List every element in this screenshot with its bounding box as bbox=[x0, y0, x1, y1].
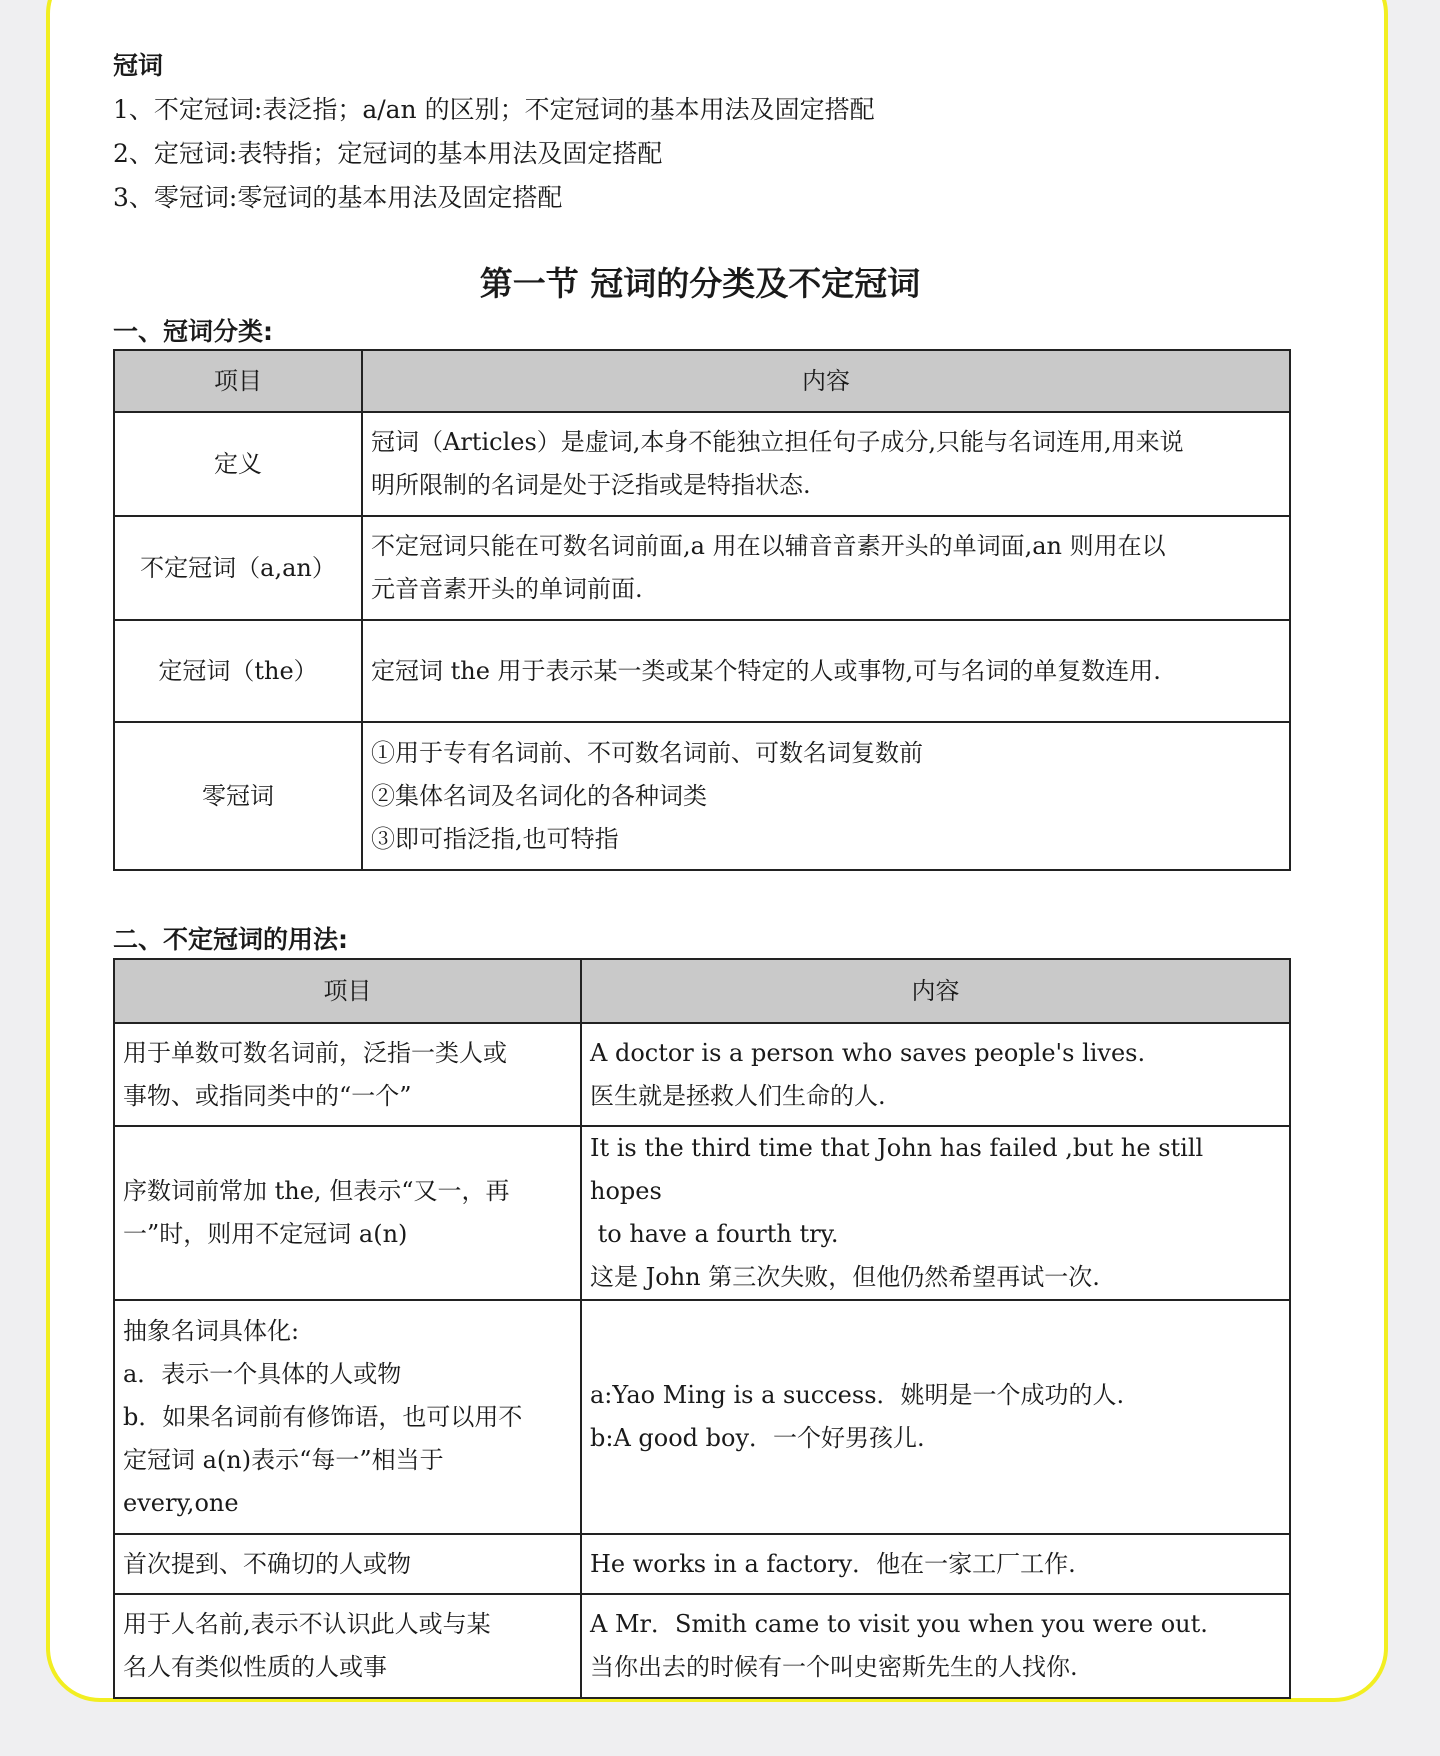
content-line: It is the third time that John has failed ,but he still hopes bbox=[590, 1134, 1204, 1205]
classification-table bbox=[113, 349, 1291, 871]
table-row bbox=[114, 722, 1290, 870]
table-row bbox=[114, 620, 1290, 722]
item-cell bbox=[114, 1023, 581, 1126]
content-line: 明所限制的名词是处于泛指或是特指状态. bbox=[371, 471, 811, 499]
column-header: 项目 bbox=[114, 350, 362, 412]
item-cell: 定冠词（the） bbox=[114, 620, 362, 722]
column-header: 内容 bbox=[362, 350, 1290, 412]
content-cell bbox=[362, 516, 1290, 620]
item-line: every,one bbox=[123, 1488, 239, 1517]
table-row bbox=[114, 1594, 1290, 1698]
content-line: to have a fourth try. bbox=[590, 1220, 839, 1248]
item-line: 首次提到、不确切的人或物 bbox=[123, 1549, 411, 1578]
content-line: A Mr．Smith came to visit you when you were out. bbox=[590, 1610, 1208, 1638]
table-row bbox=[114, 1300, 1290, 1534]
item-line: 事物、或指同类中的“一个” bbox=[123, 1081, 412, 1110]
item-cell bbox=[114, 1300, 581, 1534]
part1-heading: 一、冠词分类: bbox=[113, 317, 273, 346]
item-line: 用于人名前,表示不认识此人或与某 bbox=[123, 1610, 491, 1638]
part2-heading: 二、不定冠词的用法: bbox=[113, 925, 348, 954]
content-cell bbox=[362, 412, 1290, 516]
item-line: 名人有类似性质的人或事 bbox=[123, 1653, 387, 1681]
content-line: ③即可指泛指,也可特指 bbox=[371, 824, 619, 853]
content-line: b:A good boy．一个好男孩儿. bbox=[590, 1424, 925, 1452]
table-row bbox=[114, 1126, 1290, 1300]
item-cell bbox=[114, 1126, 581, 1300]
intro-item: 3、零冠词:零冠词的基本用法及固定搭配 bbox=[113, 183, 563, 212]
item-line: 序数词前常加 the, 但表示“又一，再 bbox=[123, 1177, 510, 1205]
content-cell bbox=[581, 1594, 1290, 1698]
item-cell: 不定冠词（a,an） bbox=[114, 516, 362, 620]
item-line: b．如果名词前有修饰语，也可以用不 bbox=[123, 1402, 523, 1431]
item-cell: 定义 bbox=[114, 412, 362, 516]
table-row bbox=[114, 516, 1290, 620]
content-cell bbox=[362, 722, 1290, 870]
content-line: 定冠词 the 用于表示某一类或某个特定的人或事物,可与名词的单复数连用. bbox=[371, 656, 1161, 685]
column-header: 项目 bbox=[114, 959, 581, 1023]
content-line: 冠词（Articles）是虚词,本身不能独立担任句子成分,只能与名词连用,用来说 bbox=[371, 428, 1184, 456]
content-line: 当你出去的时候有一个叫史密斯先生的人找你. bbox=[590, 1653, 1078, 1681]
item-cell bbox=[114, 1534, 581, 1594]
content-line: A doctor is a person who saves people's lives. bbox=[590, 1038, 1146, 1067]
item-cell bbox=[114, 1594, 581, 1698]
content-cell bbox=[581, 1126, 1290, 1300]
content-line: ②集体名词及名词化的各种词类 bbox=[371, 781, 707, 810]
table-row bbox=[114, 412, 1290, 516]
content-line: 不定冠词只能在可数名词前面,a 用在以辅音音素开头的单词面,an 则用在以 bbox=[371, 532, 1166, 560]
content-line: ①用于专有名词前、不可数名词前、可数名词复数前 bbox=[371, 738, 923, 767]
content-line: 医生就是拯救人们生命的人. bbox=[590, 1081, 886, 1110]
intro-block bbox=[113, 44, 875, 220]
table-row bbox=[114, 1534, 1290, 1594]
content-cell bbox=[581, 1534, 1290, 1594]
content-line: 这是 John 第三次失败，但他仍然希望再试一次. bbox=[590, 1263, 1100, 1291]
content-line: 元音音素开头的单词前面. bbox=[371, 575, 643, 603]
intro-title: 冠词 bbox=[113, 51, 164, 80]
item-line: 一”时，则用不定冠词 a(n) bbox=[123, 1220, 408, 1248]
content-cell bbox=[362, 620, 1290, 722]
column-header: 内容 bbox=[581, 959, 1290, 1023]
indefinite-usage-table bbox=[113, 958, 1291, 1699]
intro-item: 1、不定冠词:表泛指；a/an 的区别；不定冠词的基本用法及固定搭配 bbox=[113, 95, 875, 124]
item-line: 抽象名词具体化: bbox=[123, 1316, 300, 1345]
content-cell bbox=[581, 1023, 1290, 1126]
item-line: 定冠词 a(n)表示“每一”相当于 bbox=[123, 1445, 444, 1474]
content-line: a:Yao Ming is a success．姚明是一个成功的人. bbox=[590, 1381, 1125, 1409]
item-line: a．表示一个具体的人或物 bbox=[123, 1359, 402, 1388]
content-cell bbox=[581, 1300, 1290, 1534]
item-line: 用于单数可数名词前，泛指一类人或 bbox=[123, 1038, 507, 1067]
item-cell: 零冠词 bbox=[114, 722, 362, 870]
intro-item: 2、定冠词:表特指；定冠词的基本用法及固定搭配 bbox=[113, 139, 663, 168]
table-row bbox=[114, 1023, 1290, 1126]
section-title: 第一节 冠词的分类及不定冠词 bbox=[479, 264, 921, 303]
content-line: He works in a factory．他在一家工厂工作. bbox=[590, 1549, 1076, 1578]
